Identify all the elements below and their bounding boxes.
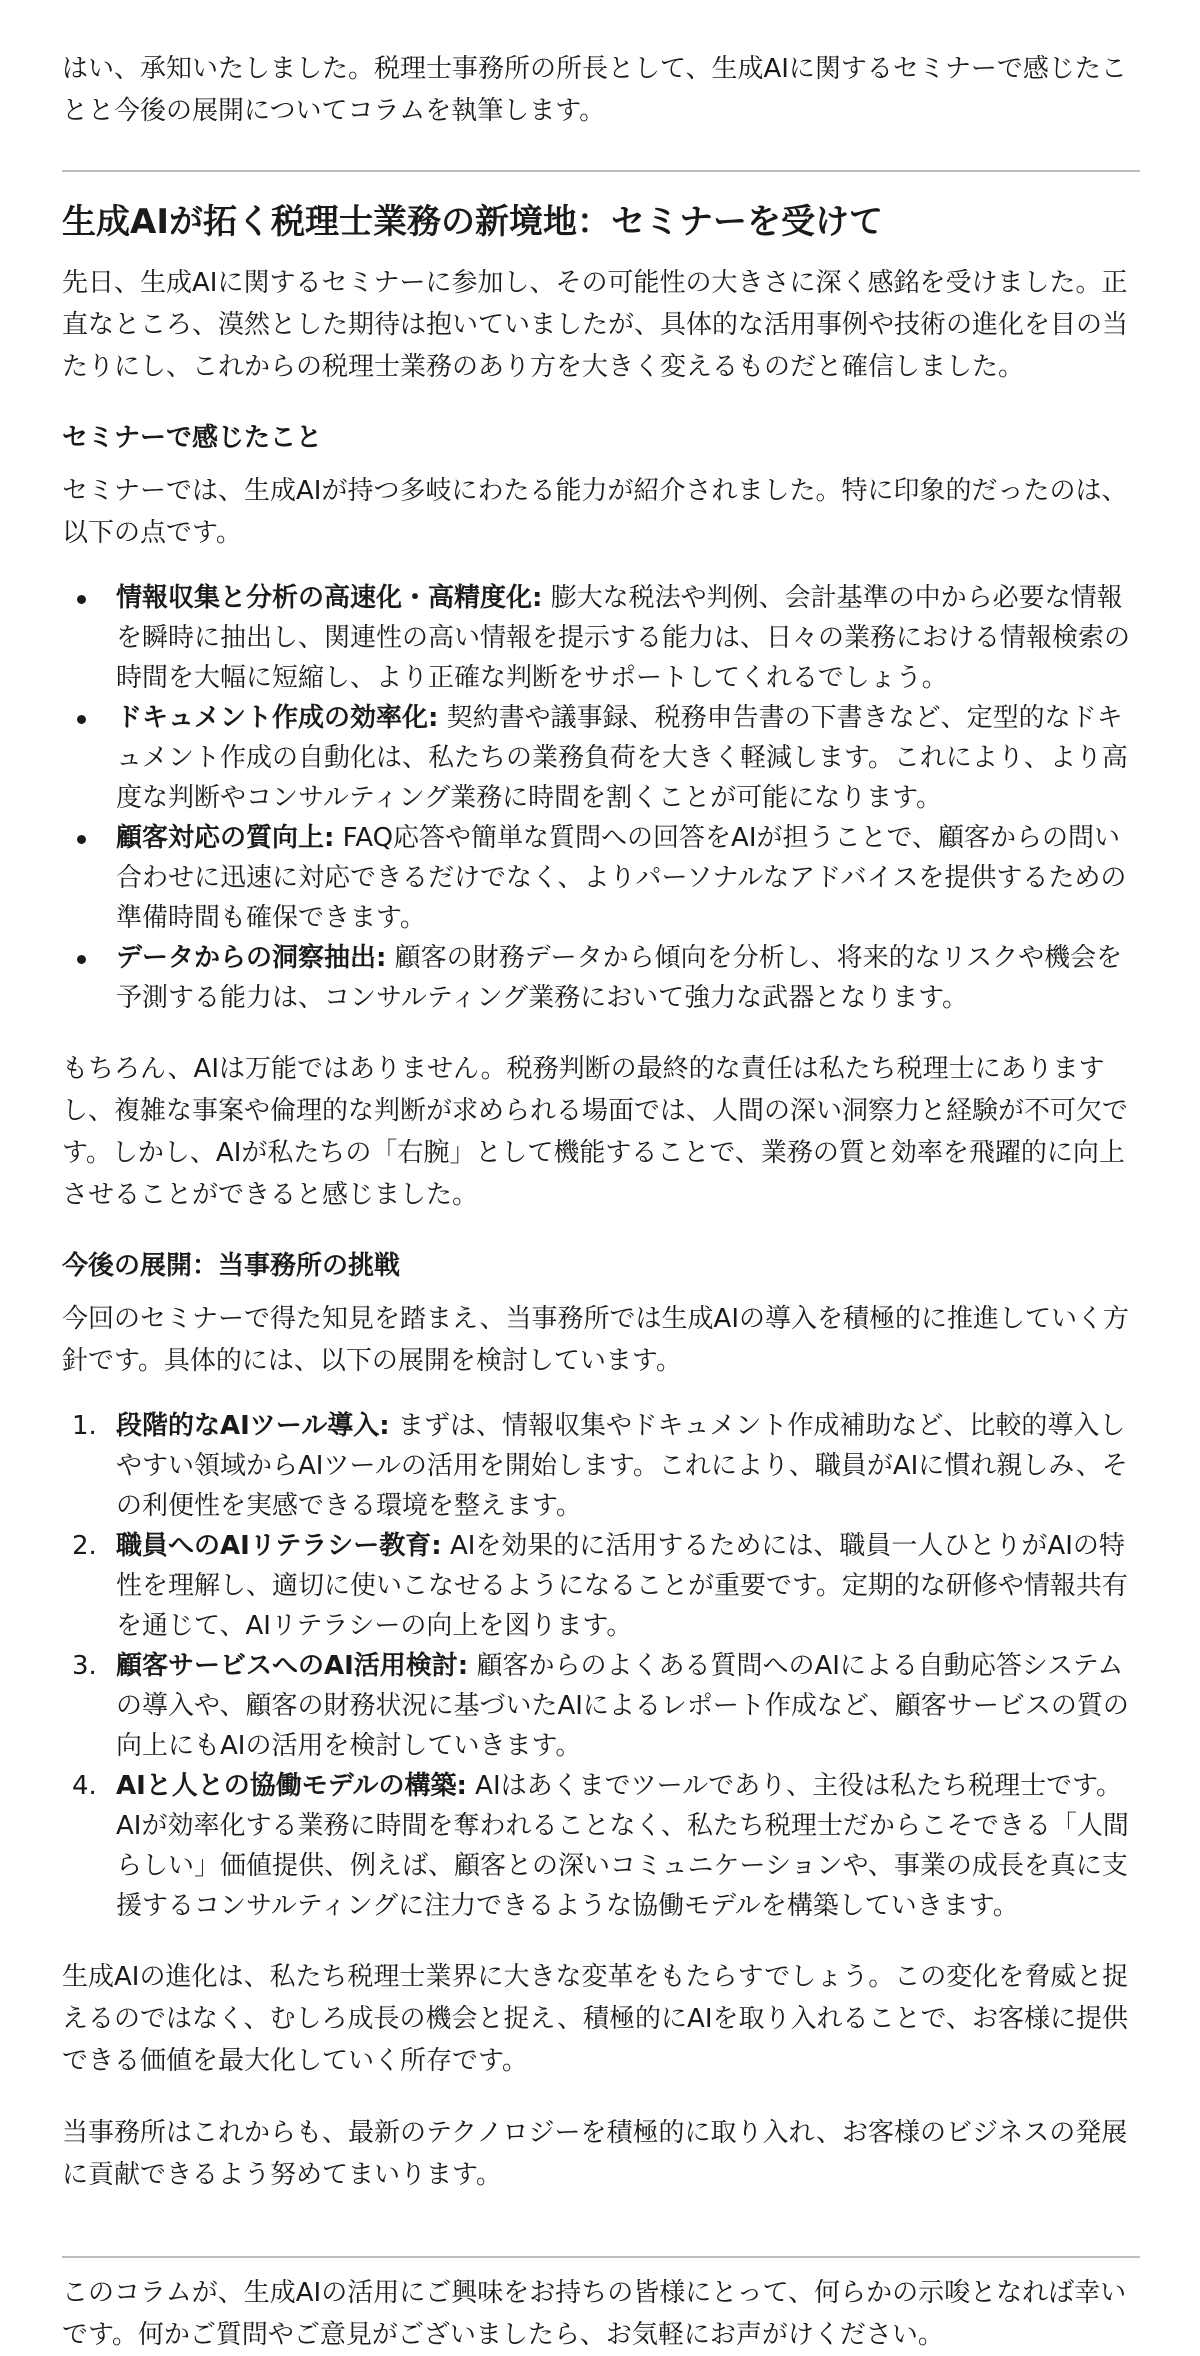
section1-intro: セミナーでは、生成AIが持つ多岐にわたる能力が紹介されました。特に印象的だったのは、以下の点です。 (62, 476, 1128, 548)
list-item (62, 578, 1140, 698)
item-term: 情報収集と分析の高速化・高精度化: (116, 583, 543, 613)
item-number: 3. (72, 1651, 97, 1681)
section1-heading: セミナーで感じたこと (62, 423, 323, 453)
section2-outro-2: 当事務所はこれからも、最新のテクノロジーを積極的に取り入れ、お客様のビジネスの発展に貢献できるよう努めてまいります。 (62, 2118, 1128, 2190)
item-term: ドキュメント作成の効率化: (116, 703, 439, 733)
intro-paragraph: はい、承知いたしました。税理士事務所の所長として、生成AIに関するセミナーで感じたことと今後の展開についてコラムを執筆します。 (62, 54, 1127, 126)
section2-outro-1: 生成AIの進化は、私たち税理士業界に大きな変革をもたらすでしょう。この変化を脅威と捉えるのではなく、むしろ成長の機会と捉え、積極的にAIを取り入れることで、お客様に提供できる価値を最大化していく所存です。 (62, 1962, 1129, 2076)
item-term: AIと人との協働モデルの構築: (116, 1771, 467, 1801)
section2-intro: 今回のセミナーで得た知見を踏まえ、当事務所では生成AIの導入を積極的に推進していく方針です。具体的には、以下の展開を検討しています。 (62, 1304, 1130, 1376)
plans-list (62, 1406, 1140, 1926)
divider-top (62, 170, 1140, 172)
list-item (62, 1766, 1140, 1926)
item-term: 段階的なAIツール導入: (116, 1411, 390, 1441)
item-text: FAQ応答や簡単な質問への回答をAIが担うことで、顧客からの問い合わせに迅速に対応できるだけでなく、よりパーソナルなアドバイスを提供するための準備時間も確保できます。 (116, 823, 1127, 933)
list-item (62, 1526, 1140, 1646)
article-title: 生成AIが拓く税理士業務の新境地：セミナーを受けて (62, 202, 883, 242)
divider-bottom (62, 2256, 1140, 2258)
item-text: AIを効果的に活用するためには、職員一人ひとりがAIの特性を理解し、適切に使いこなせるようになることが重要です。定期的な研修や情報共有を通じて、AIリテラシーの向上を図ります。 (116, 1531, 1128, 1641)
list-item (62, 1646, 1140, 1766)
item-number: 4. (72, 1771, 97, 1801)
item-number: 2. (72, 1531, 97, 1561)
item-text: まずは、情報収集やドキュメント作成補助など、比較的導入しやすい領域からAIツールの活用を開始します。これにより、職員がAIに慣れ親しみ、その利便性を実感できる環境を整えます。 (116, 1411, 1128, 1521)
item-term: データからの洞察抽出: (116, 943, 387, 973)
section2-heading: 今後の展開：当事務所の挑戦 (62, 1251, 401, 1281)
item-text: 契約書や議事録、税務申告書の下書きなど、定型的なドキュメント作成の自動化は、私たちの業務負荷を大きく軽減します。これにより、より高度な判断やコンサルティング業務に時間を割くことが可能になります。 (116, 703, 1128, 813)
lead-paragraph: 先日、生成AIに関するセミナーに参加し、その可能性の大きさに深く感銘を受けました。正直なところ、漠然とした期待は抱いていましたが、具体的な活用事例や技術の進化を目の当たりにし、これからの税理士業務のあり方を大きく変えるものだと確信しました。 (62, 268, 1129, 382)
list-item (62, 698, 1140, 818)
item-text: 顧客の財務データから傾向を分析し、将来的なリスクや機会を予測する能力は、コンサルティング業務において強力な武器となります。 (116, 943, 1123, 1013)
closing-paragraph: このコラムが、生成AIの活用にご興味をお持ちの皆様にとって、何らかの示唆となれば幸いです。何かご質問やご意見がございましたら、お気軽にお声がけください。 (62, 2278, 1127, 2350)
item-term: 顧客サービスへのAI活用検討: (116, 1651, 469, 1681)
item-number: 1. (72, 1411, 97, 1441)
section1-outro: もちろん、AIは万能ではありません。税務判断の最終的な責任は私たち税理士にありますし、複雑な事案や倫理的な判断が求められる場面では、人間の深い洞察力と経験が不可欠です。しかし、AIが私たちの「右腕」として機能することで、業務の質と効率を飛躍的に向上させることができると感じました。 (62, 1054, 1129, 1210)
item-term: 職員へのAIリテラシー教育: (116, 1531, 442, 1561)
list-item (62, 818, 1140, 938)
impressions-list (62, 578, 1140, 1018)
item-term: 顧客対応の質向上: (116, 823, 335, 853)
item-text: AIはあくまでツールであり、主役は私たち税理士です。AIが効率化する業務に時間を奪われることなく、私たち税理士だからこそできる「人間らしい」価値提供、例えば、顧客との深いコミュニケーションや、事業の成長を真に支援するコンサルティングに注力できるような協働モデルを構築していきます。 (116, 1771, 1129, 1921)
list-item (62, 938, 1140, 1018)
list-item (62, 1406, 1140, 1526)
item-text: 顧客からのよくある質問へのAIによる自動応答システムの導入や、顧客の財務状況に基づいたAIによるレポート作成など、顧客サービスの質の向上にもAIの活用を検討していきます。 (116, 1651, 1129, 1761)
item-text: 膨大な税法や判例、会計基準の中から必要な情報を瞬時に抽出し、関連性の高い情報を提示する能力は、日々の業務における情報検索の時間を大幅に短縮し、より正確な判断をサポートしてくれるでしょう。 (116, 583, 1131, 693)
